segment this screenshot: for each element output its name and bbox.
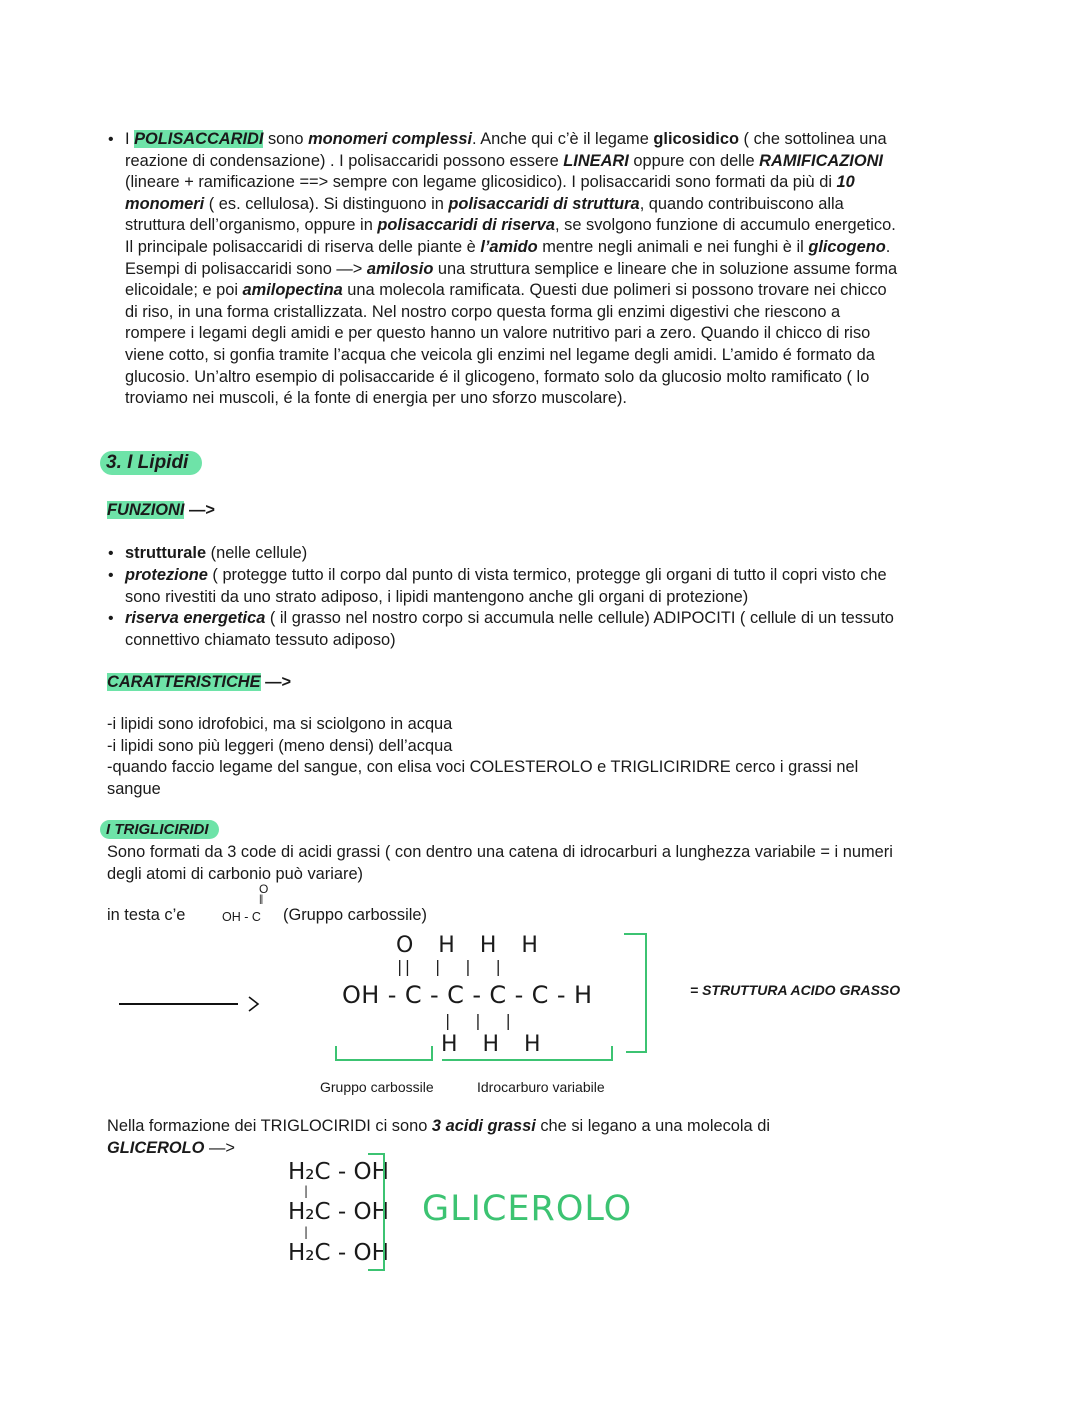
funzioni-item-riserva <box>125 608 985 651</box>
text-run: amilopectina <box>242 281 343 300</box>
funzioni-item-strutturale <box>125 543 985 565</box>
text-line <box>125 630 985 652</box>
text-run: connettivo chiamato tessuto adiposo) <box>125 630 396 649</box>
text-run: RAMIFICAZIONI <box>759 151 883 170</box>
text-run: (lineare + ramificazione ==> sempre con legame glicosidico). I polisaccaridi sono formati da più di <box>125 173 837 192</box>
glicerolo-text <box>107 1116 987 1159</box>
text-line <box>125 194 985 216</box>
bullet-dot: • <box>108 610 114 627</box>
glicerolo-bracket <box>364 1150 388 1274</box>
text-run: Il principale polisaccaridi di riserva delle piante è <box>125 237 481 256</box>
carbossile-bracket <box>336 1046 432 1060</box>
bullet-dot: • <box>108 545 114 562</box>
text-run: monomeri <box>125 194 205 213</box>
text-line <box>125 302 985 324</box>
carboxyl-double-bond: || <box>259 894 263 905</box>
caratteristiche-heading <box>107 672 291 694</box>
text-line <box>125 345 985 367</box>
carboxyl-label: (Gruppo carbossile) <box>283 906 427 924</box>
polisaccaridi-paragraph <box>125 129 985 410</box>
carboxyl-formula: OH - C <box>222 910 261 924</box>
text-run: LINEARI <box>563 151 629 170</box>
text-run: ( protegge tutto il corpo dal punto di vista termico, protegge gli organi di tutto il copri visto che <box>207 566 887 584</box>
text-run: sono <box>263 130 309 148</box>
text-run: polisaccaridi di riserva <box>377 216 556 235</box>
text-line <box>125 280 985 302</box>
text-line <box>125 237 985 259</box>
funzioni-arrow: —> <box>184 501 215 519</box>
text-run: struttura dell’organismo, oppure in <box>125 216 378 235</box>
label-gruppo-carbossile: Gruppo carbossile <box>320 1079 434 1095</box>
glicerolo-row-1: H₂C - OH <box>288 1159 389 1185</box>
text-line <box>125 129 985 151</box>
funzioni-heading-label: FUNZIONI <box>107 501 185 519</box>
text-run: —> <box>204 1138 235 1157</box>
section-title-text: 3. I Lipidi <box>106 452 189 473</box>
text-run: amilosio <box>366 259 434 278</box>
trigliciridi-heading <box>100 820 219 839</box>
caratteristiche-line: -quando faccio legame del sangue, con elisa voci COLESTEROLO e TRIGLICIRIDRE cerco i grassi nel <box>107 758 859 777</box>
text-line <box>125 388 985 410</box>
structure-top-row: O H H H <box>396 933 539 958</box>
text-run: ( il grasso nel nostro corpo si accumula nelle cellule) ADIPOCITI ( cellule di un tessuto <box>265 609 894 627</box>
text-run: troviamo nei muscoli, é la fonte di energia per uno sforzo muscolare). <box>125 389 627 408</box>
trigliciridi-heading-text: I TRIGLICIRIDI <box>106 821 209 838</box>
text-run: una struttura semplice e lineare che in soluzione assume forma <box>433 259 898 278</box>
funzioni-item-protezione <box>125 565 985 608</box>
structure-arrow <box>118 994 260 1014</box>
text-run: protezione <box>125 566 208 584</box>
text-run: Nella formazione dei TRIGLOCIRIDI ci sono <box>107 1117 432 1135</box>
structure-label-right <box>690 981 900 999</box>
text-run: monomeri complessi <box>308 130 473 148</box>
text-run: rompere i legami degli amidi e per questo hanno un valore nutritivo pari a zero. Quando il chicco di riso <box>125 324 871 343</box>
text-line <box>125 587 985 609</box>
text-run: . <box>885 237 891 256</box>
glicerolo-row-2: H₂C - OH <box>288 1199 389 1225</box>
structure-bottom-bonds: | | | <box>445 1011 514 1030</box>
glicerolo-line-1 <box>107 1116 987 1138</box>
text-run: I <box>125 130 135 148</box>
bullet-dot: • <box>108 131 114 148</box>
trigliciridi-text <box>107 842 987 885</box>
text-run: ( che sottolinea una <box>739 130 887 148</box>
text-run: 10 <box>836 173 855 192</box>
text-run: di riso, in una forma cristallizzata. Nel nostro corpo questa forma gli enzimi digestivi che riescono a <box>125 302 841 321</box>
text-run: riserva energetica <box>125 609 266 627</box>
text-run: glicogeno <box>808 237 886 256</box>
text-run: glucosio. Un’altro esempio di polisaccaride é il glicogeno, formato solo da glucosio molto ramificato ( lo <box>125 367 870 386</box>
text-run: elicoidale; e poi <box>125 281 243 300</box>
text-run: (nelle cellule) <box>206 544 308 562</box>
carboxyl-o: O <box>259 882 269 896</box>
text-line <box>125 172 985 194</box>
text-line <box>125 608 985 630</box>
label-idrocarburo-variabile: Idrocarburo variabile <box>477 1079 605 1095</box>
struttura-acido-grasso-label: = STRUTTURA ACIDO GRASSO <box>690 982 901 998</box>
text-run: , quando contribuiscono alla <box>639 194 844 213</box>
text-line <box>125 367 985 389</box>
structure-top-bonds: || | | | <box>397 957 504 976</box>
trigliciridi-line: degli atomi di carbonio può variare) <box>107 864 364 883</box>
structure-bottom-row: H H H <box>441 1032 542 1057</box>
text-line <box>125 323 985 345</box>
text-run: Esempi di polisaccaridi sono —> <box>125 259 367 278</box>
glicerolo-line-2 <box>107 1138 987 1160</box>
text-run: che si legano a una molecola di <box>535 1117 770 1135</box>
caratteristiche-heading-label: CARATTERISTICHE <box>107 673 261 691</box>
caratteristiche-line: sangue <box>107 779 161 798</box>
text-line <box>125 215 985 237</box>
idrocarburo-bracket <box>442 1046 612 1060</box>
caratteristiche-line: -i lipidi sono idrofobici, ma si sciolgono in acqua <box>107 715 453 733</box>
text-run: oppure con delle <box>628 151 760 170</box>
text-run: l’amido <box>480 237 538 256</box>
text-run: mentre negli animali e nei funghi è il <box>537 237 809 256</box>
glicerolo-bond: | <box>304 1184 309 1198</box>
text-run: . Anche qui c’è il legame <box>472 130 654 148</box>
structure-right-bracket <box>624 934 646 1052</box>
glicerolo-name: GLICEROLO <box>422 1189 633 1229</box>
funzioni-heading <box>107 500 215 522</box>
text-run: reazione di condensazione) . I polisaccaridi possono essere <box>125 151 564 170</box>
text-run: una molecola ramificata. Questi due polimeri si possono trovare nei chicco <box>342 281 887 300</box>
bullet-dot: • <box>108 567 114 584</box>
text-run: ( es. cellulosa). Si distinguono in <box>204 194 449 213</box>
text-run: viene cotto, si gonfia tramite l’acqua che veicola gli enzimi nel legame degli amidi. L’amido é formato da <box>125 345 875 364</box>
text-run: polisaccaridi di struttura <box>448 194 640 213</box>
text-line <box>125 565 985 587</box>
structure-brackets <box>330 928 660 1068</box>
text-line <box>125 543 985 565</box>
glicerolo-bond: | <box>304 1225 309 1239</box>
text-run: , se svolgono funzione di accumulo energetico. <box>555 216 896 235</box>
trigliciridi-line: Sono formati da 3 code di acidi grassi ( con dentro una catena di idrocarburi a lunghezza variabile = i numeri <box>107 843 893 861</box>
text-run: strutturale <box>125 544 207 562</box>
text-run: GLICEROLO <box>107 1138 205 1157</box>
section-title-lipidi <box>100 451 202 475</box>
glicerolo-row-3: H₂C - OH <box>288 1240 389 1266</box>
in-testa-label: in testa c’e <box>107 906 186 924</box>
text-run: 3 acidi grassi <box>431 1117 536 1135</box>
caratteristiche-arrow: —> <box>260 673 292 691</box>
text-run: sono rivestiti da uno strato adiposo, i lipidi mantengono anche gli organi di protezione) <box>125 587 749 606</box>
caratteristiche-list <box>107 714 987 800</box>
text-line <box>125 151 985 173</box>
caratteristiche-line: -i lipidi sono più leggeri (meno densi) dell’acqua <box>107 736 453 755</box>
structure-main-row: OH - C - C - C - C - H <box>342 981 593 1009</box>
text-run: glicosidico <box>653 130 739 148</box>
text-run: POLISACCARIDI <box>134 130 264 148</box>
text-line <box>125 259 985 281</box>
